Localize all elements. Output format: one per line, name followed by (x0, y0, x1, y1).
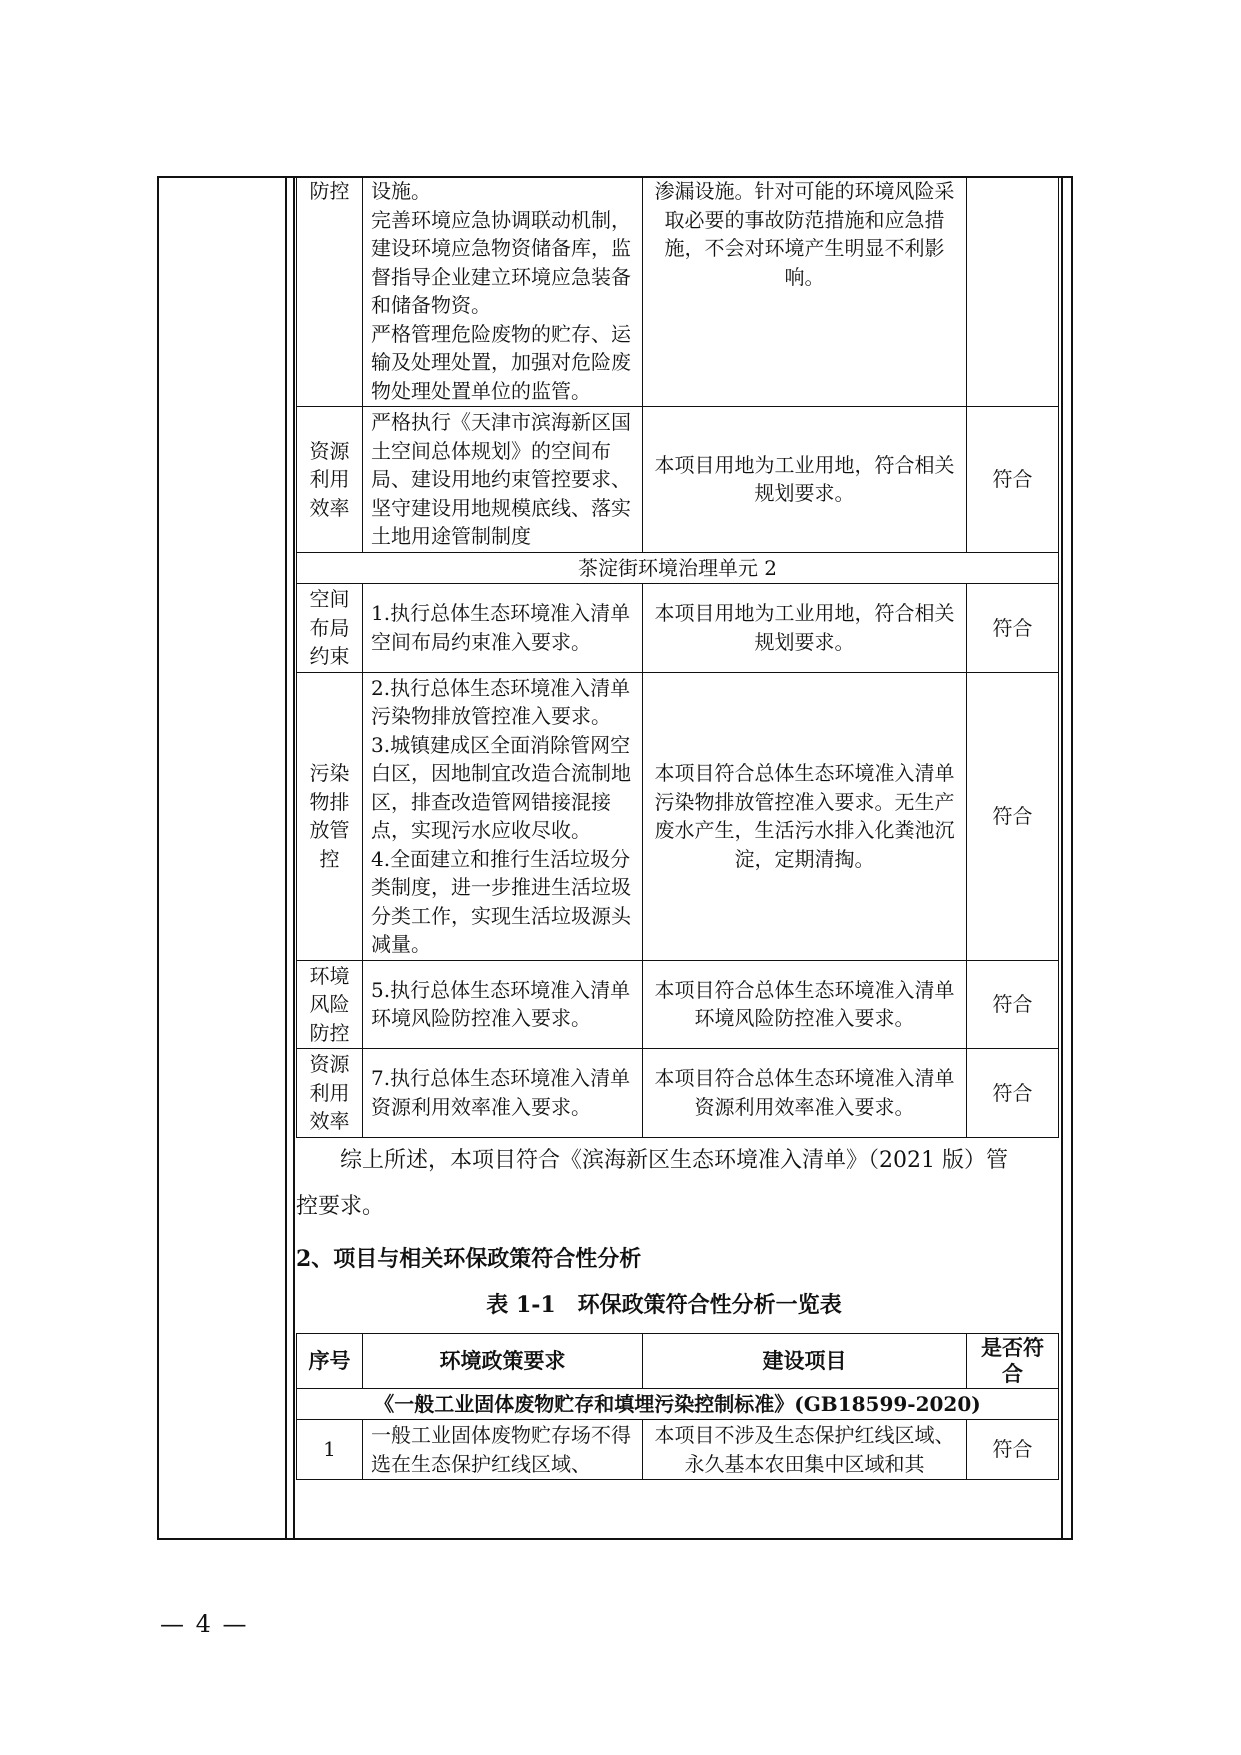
requirement-cell: 设施。 完善环境应急协调联动机制，建设环境应急物资储备库，监督指导企业建立环境应急装备和储备物资。 严格管理危险废物的贮存、运输及处理处置，加强对危险废物处理处置单位的监管。 (363, 176, 643, 407)
table-row (297, 1420, 1059, 1480)
col-header-policy: 环境政策要求 (363, 1333, 643, 1388)
page-number: — 4 — (160, 1610, 249, 1638)
requirement-cell: 2.执行总体生态环境准入清单污染物排放管控准入要求。 3.城镇建成区全面消除管网空白区，因地制宜改造合流制地区，排查改造管网错接混接点，实现污水应收尽收。 4.全面建立和推行生活垃圾分类制度，进一步推进生活垃圾分类工作，实现生活垃圾源头减量。 (363, 672, 643, 960)
policy-table (296, 1333, 1059, 1481)
standard-row (297, 1388, 1059, 1420)
result-cell: 符合 (967, 407, 1059, 553)
requirement-cell: 1.执行总体生态环境准入清单空间布局约束准入要求。 (363, 584, 643, 673)
category-cell: 空间布局约束 (297, 584, 363, 673)
project-cell: 本项目用地为工业用地，符合相关规划要求。 (643, 407, 967, 553)
unit-title: 茶淀街环境治理单元 2 (297, 552, 1059, 584)
result-cell: 符合 (967, 584, 1059, 673)
category-cell: 环境风险防控 (297, 960, 363, 1049)
project-cell: 本项目用地为工业用地，符合相关规划要求。 (643, 584, 967, 673)
project-cell: 本项目不涉及生态保护红线区域、永久基本农田集中区域和其 (643, 1420, 967, 1480)
col-header-project: 建设项目 (643, 1333, 967, 1388)
result-cell (967, 176, 1059, 407)
summary-paragraph: 综上所述，本项目符合《滨海新区生态环境准入清单》（2021 版）管控要求。 (296, 1147, 1008, 1219)
requirement-cell: 7.执行总体生态环境准入清单资源利用效率准入要求。 (363, 1049, 643, 1138)
result-cell: 符合 (967, 960, 1059, 1049)
standard-title: 《一般工业固体废物贮存和填埋污染控制标准》(GB18599-2020) (297, 1388, 1059, 1420)
project-cell: 本项目符合总体生态环境准入清单污染物排放管控准入要求。无生产废水产生，生活污水排入化粪池沉淀，定期清掏。 (643, 672, 967, 960)
result-cell: 符合 (967, 672, 1059, 960)
category-cell: 防控 (297, 176, 363, 407)
table-row (297, 960, 1059, 1049)
table-caption: 表 1-1 环保政策符合性分析一览表 (486, 1291, 842, 1318)
table-row (297, 407, 1059, 553)
project-cell: 本项目符合总体生态环境准入清单资源利用效率准入要求。 (643, 1049, 967, 1138)
header-row (297, 1333, 1059, 1388)
col-header-no: 序号 (297, 1333, 363, 1388)
category-cell: 污染物排放管控 (297, 672, 363, 960)
category-cell: 资源利用效率 (297, 1049, 363, 1138)
category-cell: 资源利用效率 (297, 407, 363, 553)
frame-divider (285, 178, 287, 1538)
frame-divider (293, 178, 295, 1538)
project-cell: 本项目符合总体生态环境准入清单环境风险防控准入要求。 (643, 960, 967, 1049)
project-cell: 渗漏设施。针对可能的环境风险采取必要的事故防范措施和应急措施，不会对环境产生明显不利影响。 (643, 176, 967, 407)
row-number: 1 (297, 1420, 363, 1480)
requirement-cell: 5.执行总体生态环境准入清单环境风险防控准入要求。 (363, 960, 643, 1049)
unit-title-row (297, 552, 1059, 584)
policy-cell: 一般工业固体废物贮存场不得选在生态保护红线区域、 (363, 1420, 643, 1480)
table-row (297, 672, 1059, 960)
requirement-cell: 严格执行《天津市滨海新区国土空间总体规划》的空间布局、建设用地约束管控要求、坚守建设用地规模底线、落实土地用途管制制度 (363, 407, 643, 553)
result-cell: 符合 (967, 1049, 1059, 1138)
main-content (296, 176, 1044, 1480)
frame-divider (1061, 178, 1063, 1538)
table-row (297, 176, 1059, 407)
col-header-result: 是否符合 (967, 1333, 1059, 1388)
zoning-table (296, 176, 1059, 1138)
table-row (297, 1049, 1059, 1138)
section-heading: 2、项目与相关环保政策符合性分析 (296, 1245, 642, 1272)
result-cell: 符合 (967, 1420, 1059, 1480)
table-row (297, 584, 1059, 673)
